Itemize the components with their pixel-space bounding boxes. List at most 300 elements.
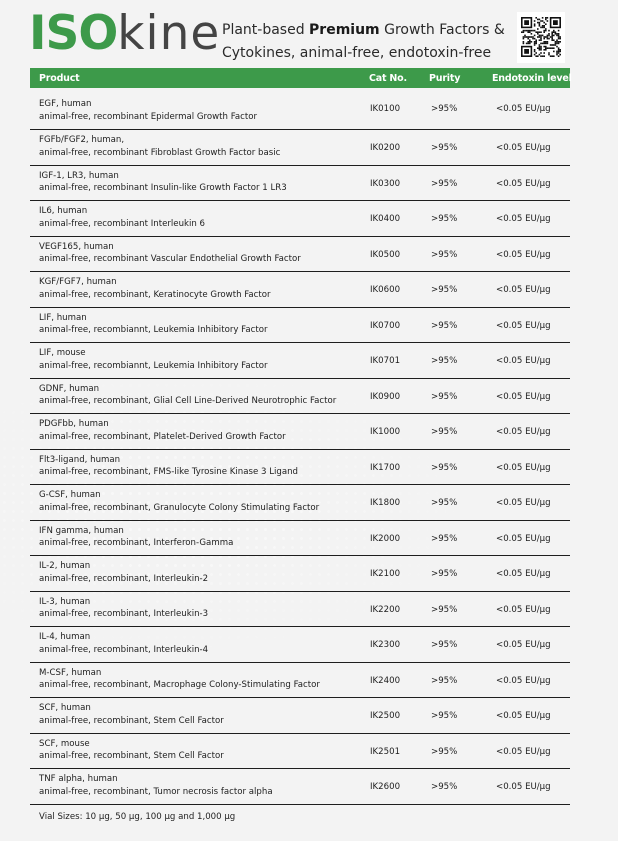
product-name-cell [39, 560, 208, 585]
cat-no-cell: IK2600 [370, 782, 401, 792]
product-name: M-CSF, human [39, 667, 102, 678]
qr-module [540, 36, 542, 38]
purity-cell: >95% [431, 391, 458, 402]
qr-module [531, 30, 533, 32]
qr-module [540, 46, 542, 48]
table-row [30, 237, 570, 273]
product-name: SCF, mouse [39, 738, 90, 749]
qr-module [545, 49, 547, 51]
qr-module [524, 35, 526, 37]
qr-module [529, 43, 531, 45]
tagline-post: Growth Factors & Cytokines, animal-free, endotoxin-free [222, 22, 505, 61]
qr-module [545, 28, 547, 30]
qr-module [558, 30, 560, 32]
header-cat-no: Cat No. [369, 73, 407, 84]
qr-module [523, 36, 525, 38]
product-name: LIF, mouse [39, 348, 86, 358]
product-name: IL6, human [39, 206, 88, 216]
table-row [30, 698, 570, 734]
qr-module [526, 43, 528, 45]
table-row [30, 769, 570, 805]
product-name: IGF-1, LR3, human [39, 170, 119, 181]
qr-module [537, 55, 539, 57]
qr-module [558, 49, 560, 51]
cat-no-cell: IK0700 [370, 320, 401, 331]
qr-module [553, 44, 555, 46]
cat-no-cell: IK2100 [370, 569, 401, 579]
product-name: LIF, human [39, 312, 87, 323]
qr-module [535, 17, 537, 19]
purity-cell: >95% [431, 320, 458, 331]
qr-module [537, 33, 539, 35]
qr-module [523, 43, 525, 45]
qr-module [524, 20, 529, 25]
qr-module [539, 49, 541, 51]
qr-module [543, 41, 545, 43]
qr-module [534, 30, 536, 32]
qr-module [550, 36, 552, 38]
cat-no-cell: IK0400 [370, 214, 401, 224]
product-name: G-CSF, human [39, 490, 101, 500]
product-name-cell [39, 383, 336, 408]
qr-module [558, 55, 560, 57]
qr-module [521, 31, 523, 33]
endotoxin-cell: <0.05 EU/µg [496, 533, 551, 544]
qr-module [542, 20, 544, 22]
qr-module [542, 25, 544, 27]
qr-module [547, 38, 549, 40]
product-name-cell [39, 773, 273, 798]
qr-module [523, 38, 525, 40]
qr-module [547, 41, 549, 43]
qr-module [545, 36, 547, 38]
product-name: VEGF165, human [39, 241, 114, 252]
qr-module [539, 19, 541, 21]
qr-module [529, 36, 531, 38]
qr-module [559, 54, 561, 56]
qr-module [548, 35, 550, 37]
qr-module [558, 36, 560, 38]
cat-no-cell: IK0300 [370, 178, 401, 189]
qr-module [543, 25, 545, 27]
qr-module [542, 55, 544, 57]
table-row [30, 663, 570, 699]
qr-module [539, 22, 541, 24]
cat-no-cell: IK0500 [370, 249, 401, 260]
table-row [30, 166, 570, 202]
qr-module [553, 35, 555, 37]
qr-module [535, 43, 537, 45]
product-description: animal-free, recombinant Vascular Endothelial Growth Factor [39, 254, 301, 264]
purity-cell: >95% [431, 533, 458, 544]
qr-module [532, 36, 534, 38]
qr-module [532, 30, 534, 32]
endotoxin-cell: <0.05 EU/µg [496, 462, 551, 473]
product-name: EGF, human [39, 99, 92, 109]
qr-module [539, 25, 541, 27]
product-description: animal-free, recombinant, Stem Cell Factor [39, 751, 224, 761]
endotoxin-cell: <0.05 EU/µg [496, 498, 551, 508]
qr-module [540, 20, 542, 22]
product-description: animal-free, recombinant, FMS-like Tyrosine Kinase 3 Ligand [39, 467, 298, 477]
qr-module [551, 35, 553, 37]
qr-module [553, 20, 558, 25]
qr-module [548, 47, 550, 49]
qr-module [556, 33, 558, 35]
purity-cell: >95% [431, 746, 458, 757]
product-name: GDNF, human [39, 383, 100, 394]
logo-iso: ISO [29, 6, 118, 61]
product-description: animal-free, recombinant Insulin-like Growth Factor 1 LR3 [39, 183, 287, 193]
qr-module [529, 30, 531, 32]
endotoxin-cell: <0.05 EU/µg [496, 675, 551, 686]
qr-module [551, 39, 553, 41]
qr-module [551, 33, 553, 35]
product-name-cell [39, 738, 224, 763]
qr-module [535, 55, 537, 57]
tagline-bold: Premium [309, 22, 380, 38]
qr-module [529, 31, 531, 33]
qr-module [539, 39, 541, 41]
product-description: animal-free, recombinant, Interleukin-3 [39, 609, 209, 619]
qr-module [539, 47, 541, 49]
qr-module [534, 25, 536, 27]
product-description: animal-free, recombinant, Stem Cell Factor [39, 715, 224, 726]
qr-module [534, 23, 536, 25]
qr-module [555, 41, 557, 43]
product-table [30, 88, 570, 805]
product-description: animal-free, recombinant, Interferon-Gamma [39, 538, 234, 548]
endotoxin-cell: <0.05 EU/µg [496, 143, 551, 153]
endotoxin-cell: <0.05 EU/µg [496, 249, 551, 260]
product-description: animal-free, recombinant, Glial Cell Line-Derived Neurotrophic Factor [39, 396, 337, 406]
table-row [30, 592, 570, 628]
qr-module [534, 43, 536, 45]
table-header [30, 68, 570, 88]
qr-module [534, 54, 536, 56]
product-description: animal-free, recombinant Epidermal Growth Factor [39, 111, 258, 122]
purity-cell: >95% [431, 285, 458, 295]
qr-module [539, 35, 541, 37]
qr-module [540, 27, 542, 29]
qr-module [558, 52, 560, 54]
purity-cell: >95% [431, 640, 458, 650]
qr-module [559, 51, 561, 53]
qr-module [545, 17, 547, 19]
product-name-cell [39, 276, 271, 301]
qr-module [537, 36, 539, 38]
table-row [30, 627, 570, 663]
qr-module [558, 47, 560, 49]
qr-module [551, 31, 553, 33]
qr-module [545, 41, 547, 43]
product-name-cell [39, 418, 286, 443]
cat-no-cell: IK2200 [370, 604, 401, 615]
qr-module [534, 38, 536, 40]
qr-module [540, 35, 542, 37]
qr-module [558, 35, 560, 37]
qr-module [545, 47, 547, 49]
qr-module [540, 47, 542, 49]
qr-module [556, 43, 558, 45]
product-name-cell [39, 98, 257, 123]
product-name: IL-4, human [39, 632, 91, 642]
qr-module [534, 44, 536, 46]
qr-module [527, 41, 529, 43]
qr-module [539, 54, 541, 56]
table-row [30, 88, 570, 130]
endotoxin-cell: <0.05 EU/µg [496, 178, 551, 189]
vial-sizes-note: Vial Sizes: 10 µg, 50 µg, 100 µg and 1,000 µg [39, 812, 236, 822]
table-row [30, 308, 570, 344]
qr-module [535, 41, 537, 43]
qr-module [547, 17, 549, 19]
logo-kine: kine [117, 6, 221, 61]
product-name: IFN gamma, human [39, 525, 124, 536]
qr-module [527, 36, 529, 38]
qr-module [537, 31, 539, 33]
qr-module [558, 33, 560, 35]
product-name: PDGFbb, human [39, 419, 109, 429]
qr-module [542, 17, 544, 19]
purity-cell: >95% [431, 143, 458, 153]
qr-module [545, 43, 547, 45]
qr-code-icon[interactable] [517, 12, 565, 63]
qr-module [553, 55, 555, 57]
cat-no-cell: IK0600 [370, 285, 401, 295]
table-row [30, 450, 570, 486]
qr-module [558, 43, 560, 45]
cat-no-cell: IK2400 [370, 675, 401, 686]
qr-module [543, 43, 545, 45]
qr-module [527, 31, 529, 33]
qr-module [531, 36, 533, 38]
qr-module [551, 55, 553, 57]
cat-no-cell: IK1800 [370, 498, 401, 508]
product-name-cell [39, 347, 267, 372]
table-row [30, 201, 570, 237]
endotoxin-cell: <0.05 EU/µg [496, 569, 551, 579]
endotoxin-cell: <0.05 EU/µg [496, 391, 551, 402]
product-name: IL-2, human [39, 561, 91, 571]
purity-cell: >95% [431, 462, 458, 473]
product-name: KGF/FGF7, human [39, 277, 117, 287]
qr-module [556, 54, 558, 56]
cat-no-cell: IK1000 [370, 427, 401, 437]
product-description: animal-free, recombinant Fibroblast Growth Factor basic [39, 147, 281, 158]
cat-no-cell: IK0900 [370, 391, 401, 402]
product-name-cell [39, 489, 319, 514]
product-name-cell [39, 631, 208, 656]
qr-module [556, 46, 558, 48]
qr-module [537, 28, 539, 30]
qr-module [540, 39, 542, 41]
table-row [30, 485, 570, 521]
header-purity: Purity [429, 73, 461, 84]
qr-module [542, 43, 544, 45]
product-description: animal-free, recombinant, Macrophage Colony-Stimulating Factor [39, 680, 320, 690]
purity-cell: >95% [431, 214, 458, 224]
qr-module [540, 43, 542, 45]
qr-module [539, 44, 541, 46]
purity-cell: >95% [431, 711, 458, 721]
qr-module [559, 38, 561, 40]
qr-module [553, 47, 555, 49]
product-description: animal-free, recombinant, Interleukin-4 [39, 644, 209, 655]
qr-module [553, 31, 555, 33]
table-row [30, 556, 570, 592]
table-row [30, 734, 570, 770]
product-description: animal-free, recombinant, Platelet-Derived Growth Factor [39, 431, 286, 442]
product-name-cell [39, 170, 287, 195]
qr-module [543, 49, 545, 51]
cat-no-cell: IK0701 [370, 356, 401, 366]
qr-module [523, 30, 525, 32]
tagline [222, 19, 507, 65]
qr-module [534, 35, 536, 37]
qr-module [540, 55, 542, 57]
qr-module [550, 44, 552, 46]
qr-module [527, 30, 529, 32]
table-row [30, 272, 570, 308]
qr-module [559, 41, 561, 43]
qr-module [553, 51, 555, 53]
qr-module [547, 20, 549, 22]
qr-module [543, 27, 545, 29]
qr-module [531, 33, 533, 35]
table-row [30, 130, 570, 166]
qr-module [543, 22, 545, 24]
qr-module [543, 30, 545, 32]
qr-module [548, 54, 550, 56]
qr-module [547, 47, 549, 49]
header-endotoxin: Endotoxin level [492, 73, 572, 84]
tagline-pre: Plant-based [222, 22, 310, 38]
product-description: animal-free, recombiannt, Leukemia Inhibitory Factor [39, 325, 268, 335]
product-name-cell [39, 454, 298, 479]
qr-module [539, 46, 541, 48]
qr-module [556, 51, 558, 53]
qr-module [542, 35, 544, 37]
qr-module [539, 31, 541, 33]
endotoxin-cell: <0.05 EU/µg [496, 711, 551, 721]
qr-module [556, 39, 558, 41]
product-description: animal-free, recombiannt, Leukemia Inhibitory Factor [39, 360, 268, 371]
qr-module [524, 49, 529, 54]
qr-module [535, 52, 537, 54]
endotoxin-cell: <0.05 EU/µg [496, 285, 551, 295]
qr-module [551, 44, 553, 46]
product-name: IL-3, human [39, 596, 91, 607]
product-name-cell [39, 241, 301, 266]
qr-module [540, 31, 542, 33]
product-name-cell [39, 525, 233, 550]
qr-module [540, 38, 542, 40]
product-name: Flt3-ligand, human [39, 454, 121, 465]
qr-module [551, 47, 553, 49]
qr-module [555, 44, 557, 46]
product-name: FGFb/FGF2, human, [39, 135, 125, 145]
endotoxin-cell: <0.05 EU/µg [496, 320, 551, 331]
qr-module [545, 46, 547, 48]
endotoxin-cell: <0.05 EU/µg [496, 214, 551, 224]
qr-module [529, 41, 531, 43]
qr-module [553, 30, 555, 32]
product-name-cell [39, 596, 208, 621]
purity-cell: >95% [431, 498, 458, 508]
qr-module [534, 49, 536, 51]
qr-module [545, 19, 547, 21]
qr-module [543, 38, 545, 40]
product-name-cell [39, 702, 224, 727]
table-row [30, 379, 570, 415]
qr-module [550, 55, 552, 57]
qr-module [559, 49, 561, 51]
qr-module [523, 41, 525, 43]
product-name: SCF, human [39, 703, 91, 713]
purity-cell: >95% [431, 356, 458, 366]
qr-module [540, 52, 542, 54]
cat-no-cell: IK2300 [370, 640, 401, 650]
qr-code-graphic [521, 17, 561, 57]
qr-module [535, 39, 537, 41]
product-name-cell [39, 205, 205, 230]
brand-logo [29, 6, 221, 61]
endotoxin-cell: <0.05 EU/µg [496, 640, 551, 650]
qr-module [555, 31, 557, 33]
qr-module [542, 27, 544, 29]
purity-cell: >95% [431, 427, 458, 437]
qr-module [545, 30, 547, 32]
product-name: TNF alpha, human [39, 774, 118, 784]
qr-module [526, 36, 528, 38]
qr-module [555, 33, 557, 35]
qr-module [558, 38, 560, 40]
qr-module [545, 23, 547, 25]
purity-cell: >95% [431, 249, 458, 260]
table-row [30, 521, 570, 557]
qr-module [558, 41, 560, 43]
qr-module [523, 31, 525, 33]
qr-module [543, 36, 545, 38]
qr-module [534, 51, 536, 53]
qr-module [556, 35, 558, 37]
qr-module [551, 36, 553, 38]
cat-no-cell: IK0200 [370, 143, 401, 153]
qr-module [556, 52, 558, 54]
qr-module [529, 39, 531, 41]
product-name-cell [39, 667, 320, 692]
qr-module [534, 20, 536, 22]
qr-module [551, 38, 553, 40]
endotoxin-cell: <0.05 EU/µg [496, 356, 551, 366]
qr-module [558, 51, 560, 53]
purity-cell: >95% [431, 178, 458, 189]
qr-module [537, 22, 539, 24]
qr-module [547, 35, 549, 37]
qr-module [540, 49, 542, 51]
qr-module [559, 36, 561, 38]
qr-module [543, 46, 545, 48]
product-name-cell [39, 134, 280, 159]
endotoxin-cell: <0.05 EU/µg [496, 427, 551, 437]
cat-no-cell: IK0100 [370, 104, 401, 114]
purity-cell: >95% [431, 104, 458, 114]
purity-cell: >95% [431, 782, 458, 792]
product-description: animal-free, recombinant, Granulocyte Colony Stimulating Factor [39, 502, 320, 513]
product-description: animal-free, recombinant, Interleukin-2 [39, 573, 209, 584]
endotoxin-cell: <0.05 EU/µg [496, 104, 551, 114]
